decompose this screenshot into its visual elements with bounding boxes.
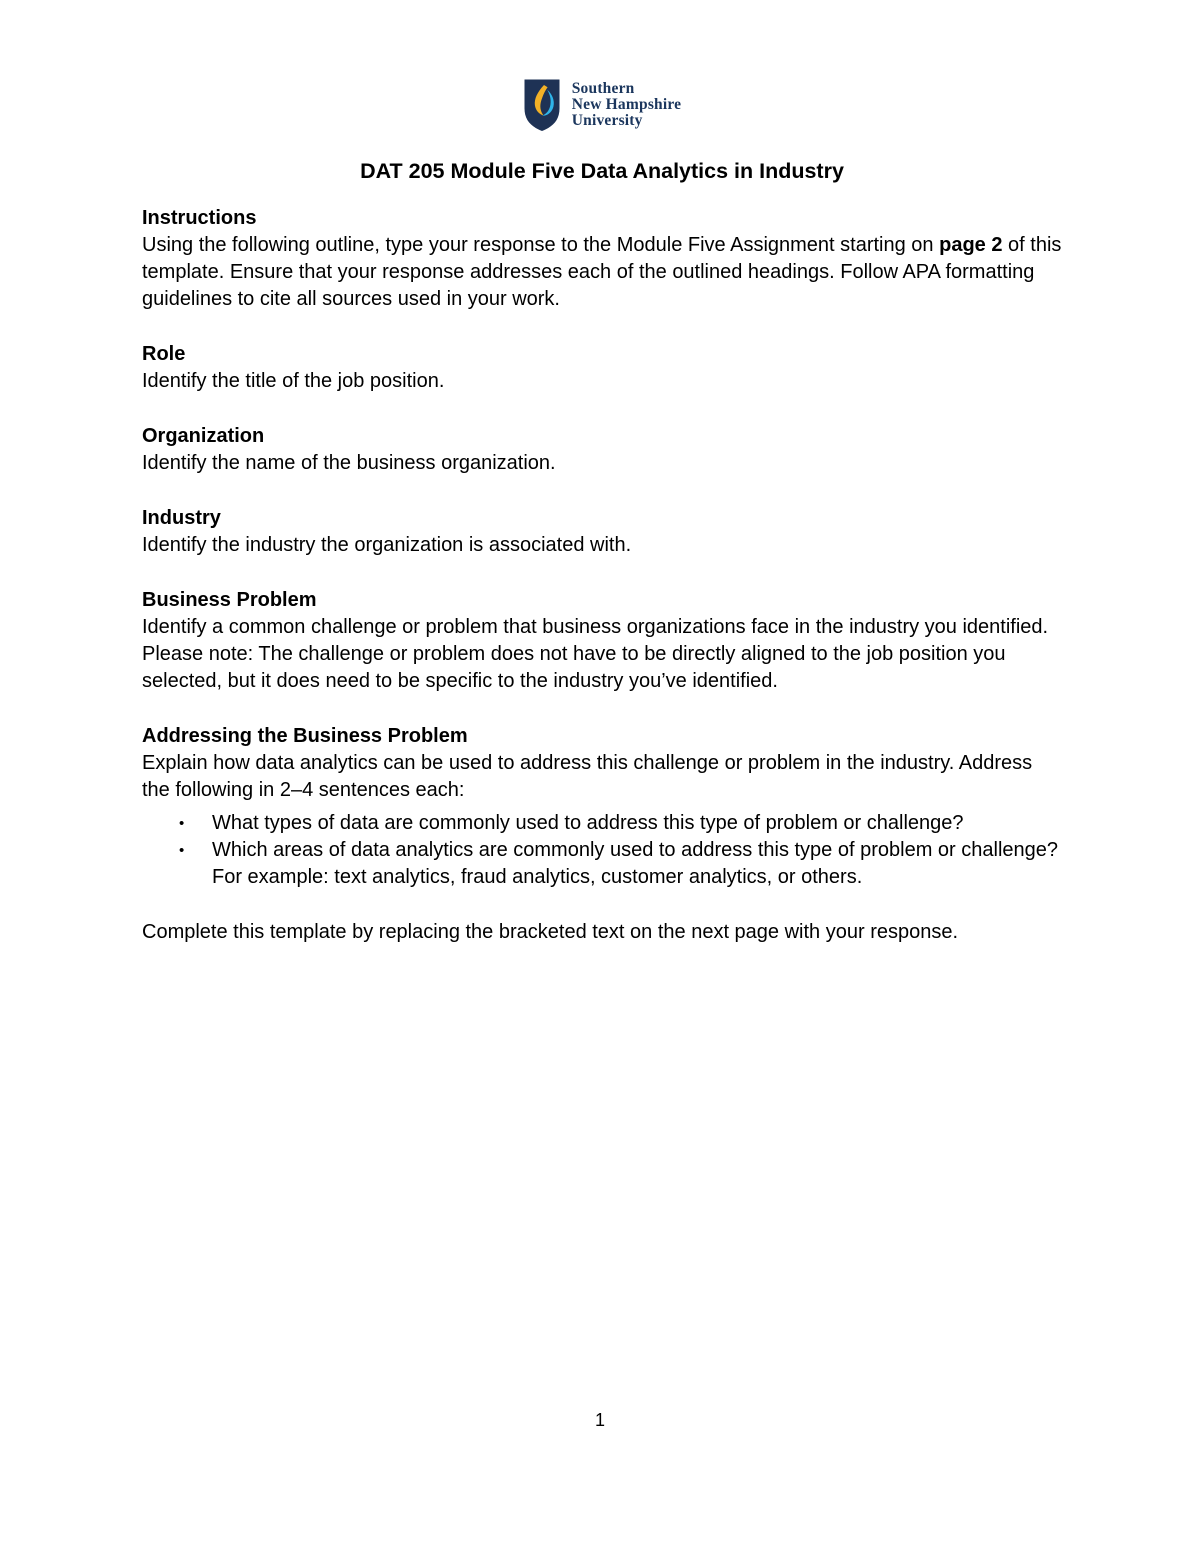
section-body: Identify a common challenge or problem that business organizations face in the industry you identified. Please note: The challenge or problem does not have to be directly aligned to the job position you selected, but it does need to be specific to the industry you’ve identified.: [142, 616, 1049, 692]
section-heading: Role: [142, 343, 186, 365]
wordmark-line-2: New Hampshire: [571, 96, 682, 113]
section-body: Identify the industry the organization is associated with.: [142, 534, 632, 556]
document-content: [142, 78, 1062, 946]
section-body: [142, 232, 1062, 313]
bullet-text: Which areas of data analytics are commonly used to address this type of problem or challenge? For example: text analytics, fraud analytics, customer analytics, or others.: [212, 839, 1058, 888]
section-heading: Industry: [142, 507, 221, 529]
instructions-text-post: of this template. Ensure that your response addresses each of the outlined headings. Follow APA formatting guidelines to cite all sources used in your work.: [142, 234, 1062, 310]
section-body: Explain how data analytics can be used to address this challenge or problem in the industry. Address the following in 2–4 sentences each:: [142, 752, 1033, 801]
page-number: 1: [594, 1410, 605, 1430]
bullet-list: [142, 810, 1062, 891]
instructions-text-pre: Using the following outline, type your response to the Module Five Assignment starting on: [142, 234, 940, 256]
university-wordmark: [572, 78, 682, 129]
university-logo: [142, 78, 1062, 133]
instructions-text-bold: page 2: [939, 234, 1003, 256]
section-role: [142, 341, 1062, 395]
closing-instruction: Complete this template by replacing the bracketed text on the next page with your response.: [142, 921, 959, 943]
section-body: Identify the name of the business organization.: [142, 452, 556, 474]
wordmark-line-1: Southern: [571, 80, 635, 97]
section-heading: Business Problem: [142, 589, 317, 611]
bullet-item: [142, 837, 1062, 891]
section-heading: Instructions: [142, 207, 257, 229]
bullet-item: [142, 810, 1062, 837]
section-addressing-business-problem: [142, 723, 1062, 891]
section-heading: Addressing the Business Problem: [142, 725, 468, 747]
document-title: DAT 205 Module Five Data Analytics in Industry: [360, 159, 844, 183]
section-industry: [142, 505, 1062, 559]
section-instructions: [142, 205, 1062, 313]
section-body: Identify the title of the job position.: [142, 370, 445, 392]
section-heading: Organization: [142, 425, 265, 447]
bullet-icon: •: [179, 815, 185, 832]
wordmark-line-3: University: [571, 112, 643, 129]
bullet-text: What types of data are commonly used to address this type of problem or challenge?: [212, 812, 964, 834]
section-business-problem: [142, 587, 1062, 695]
section-organization: [142, 423, 1062, 477]
shield-flame-icon: [523, 78, 561, 133]
bullet-icon: •: [179, 842, 185, 859]
